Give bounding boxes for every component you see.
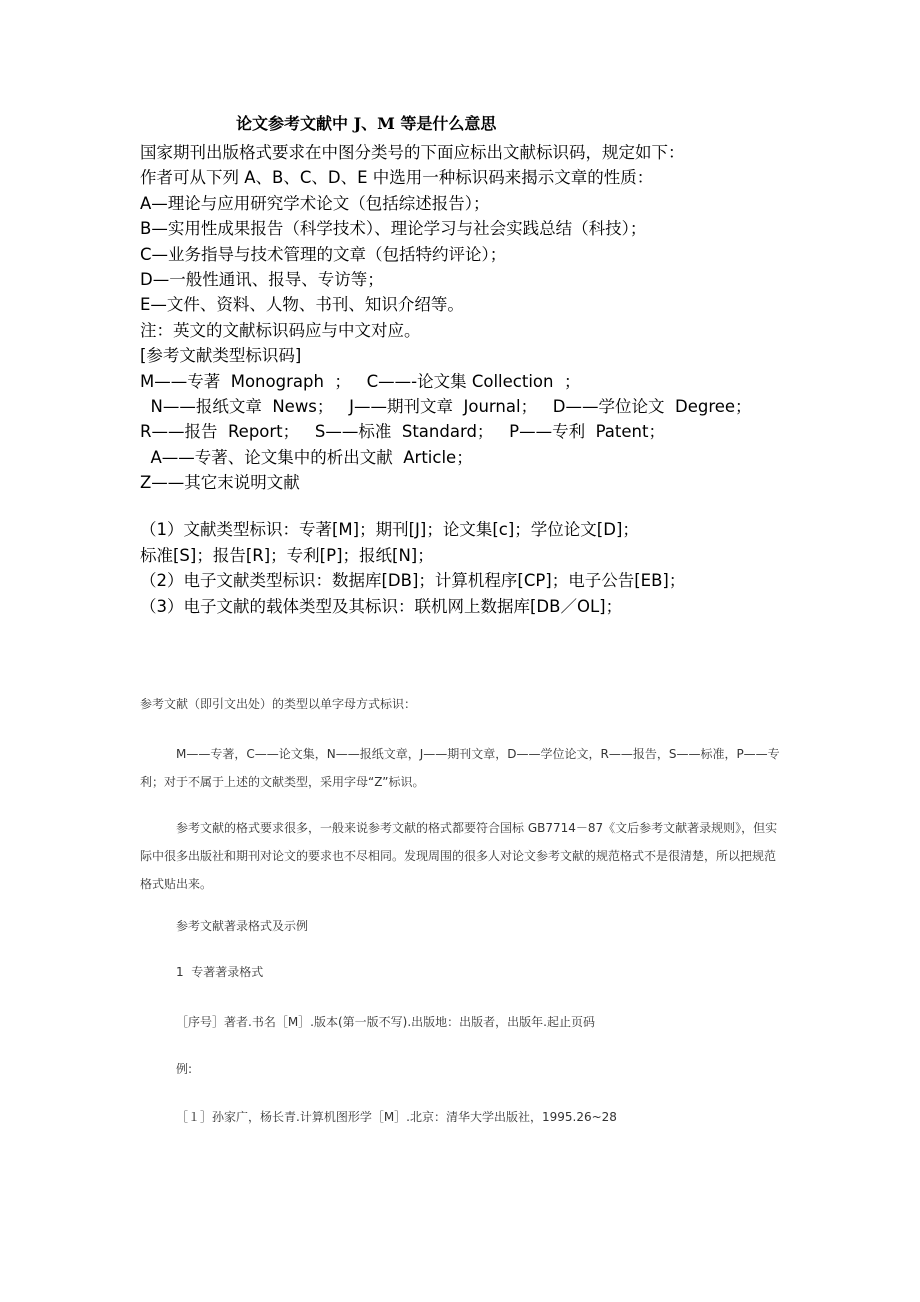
example-citation: ［１］孙家广，杨长青.计算机图形学［M］.北京：清华大学出版社，1995.26~28 xyxy=(176,1110,617,1124)
document-title: 论文参考文献中 J、M 等是什么意思 xyxy=(236,114,497,133)
format-pattern: ［序号］著者.书名［M］.版本(第一版不写).出版地：出版者，出版年.起止页码 xyxy=(176,1015,595,1029)
text-line: （1）文献类型标识：专著[M]；期刊[J]；论文集[c]；学位论文[D]； xyxy=(140,520,639,540)
text-line: E—文件、资料、人物、书刊、知识介绍等。 xyxy=(140,295,464,315)
small-format-paragraph: 参考文献的格式要求很多，一般来说参考文献的格式都要符合国标 GB7714－87《文后参考文献著录规则》，但实际中很多出版社和期刊对论文的要求也不尽相同。发现周围的很多人对论文参考文献的规范格式不是很清楚，所以把规范格式贴出来。 xyxy=(140,821,778,891)
text-line: A——专著、论文集中的析出文献 Article； xyxy=(140,447,473,467)
text-line: D—一般性通讯、报导、专访等； xyxy=(140,269,384,289)
text-line: 作者可从下列 A、B、C、D、E 中选用一种标识码来揭示文章的性质： xyxy=(140,168,654,188)
text-line: （3）电子文献的载体类型及其标识：联机网上数据库[DB／OL]； xyxy=(140,596,623,616)
text-line: Z——其它末说明文献 xyxy=(140,473,300,493)
text-line: 国家期刊出版格式要求在中图分类号的下面应标出文献标识码，规定如下： xyxy=(140,143,685,162)
text-line: M——专著 Monograph ； C——-论文集 Collection ； xyxy=(140,371,581,391)
small-section-heading: 参考文献著录格式及示例 xyxy=(176,919,309,933)
small-intro-paragraph: 参考文献（即引文出处）的类型以单字母方式标识： xyxy=(140,697,417,711)
text-line: N——报纸文章 News； J——期刊文章 Journal； D——学位论文 Degree； xyxy=(140,396,752,416)
text-line: R——报告 Report； S——标准 Standard； P——专利 Patent； xyxy=(140,422,665,442)
text-line: A—理论与应用研究学术论文（包括综述报告）； xyxy=(140,193,490,213)
text-line: B—实用性成果报告（科学技术）、理论学习与社会实践总结（科技）； xyxy=(140,219,647,239)
small-subheading: 1 专著著录格式 xyxy=(176,965,264,979)
text-line: 标准[S]；报告[R]；专利[P]；报纸[N]； xyxy=(140,545,434,565)
text-line: 注：英文的文献标识码应与中文对应。 xyxy=(140,320,421,340)
text-line: （2）电子文献类型标识：数据库[DB]；计算机程序[CP]；电子公告[EB]； xyxy=(140,571,686,591)
small-types-paragraph: M——专著，C——论文集，N——报纸文章，J——期刊文章，D——学位论文，R——报告，S——标准，P——专利；对于不属于上述的文献类型，采用字母“Z”标识。 xyxy=(140,747,780,789)
text-line: C—业务指导与技术管理的文章（包括特约评论）； xyxy=(140,244,507,264)
text-line: [参考文献类型标识码] xyxy=(140,346,302,366)
blank-line xyxy=(140,495,752,517)
example-label: 例: xyxy=(176,1062,193,1076)
classification-codes-section xyxy=(140,140,752,619)
